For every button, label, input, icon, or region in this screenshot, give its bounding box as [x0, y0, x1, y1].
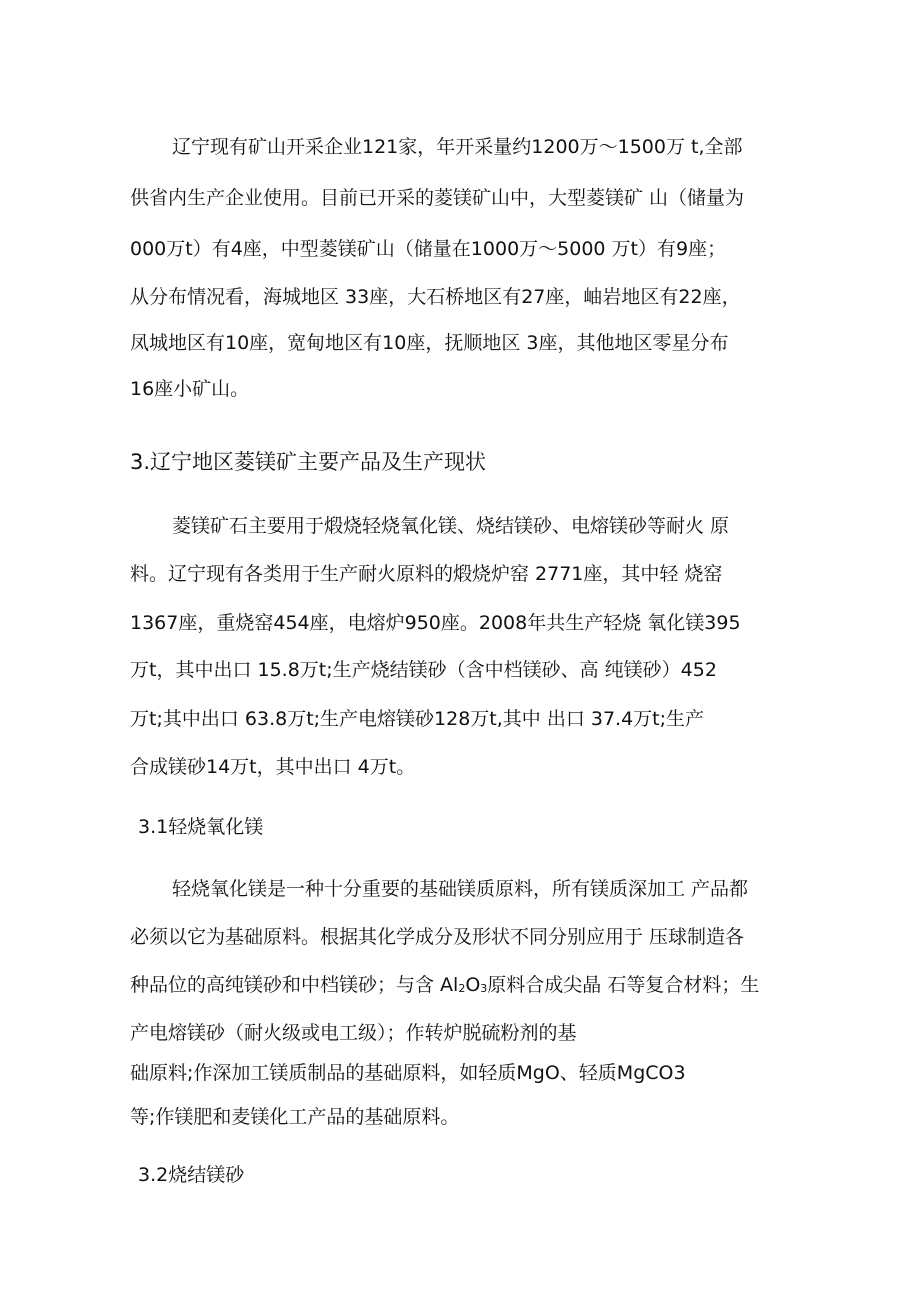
formula-prefix-text: 种品位的高纯镁砂和中档镁砂；与含 Al	[130, 974, 459, 996]
paragraph-line	[130, 972, 759, 1002]
paragraph-line: 产电熔镁砂（耐火级或电工级）；作转炉脱硫粉剂的基	[130, 1022, 577, 1044]
formula-subscript: 2	[458, 982, 466, 995]
section-heading-3-2: 3.2烧结镁砂	[138, 1164, 245, 1186]
paragraph-line: 合成镁砂14万t，其中出口 4万t。	[130, 756, 416, 778]
paragraph-line: 础原料;作深加工镁质制品的基础原料，如轻质MgO、轻质MgCO3	[130, 1062, 686, 1084]
section-heading-3: 3.辽宁地区菱镁矿主要产品及生产现状	[130, 450, 487, 474]
paragraph-line: 16座小矿山。	[130, 378, 250, 400]
formula-text: O	[465, 974, 481, 996]
paragraph-line: 等;作镁肥和麦镁化工产品的基础原料。	[130, 1106, 460, 1128]
paragraph-line: 料。辽宁现有各类用于生产耐火原料的煅烧炉窑 2771座，其中轻 烧窑	[130, 563, 723, 585]
formula-subscript: 3	[480, 982, 488, 995]
paragraph-line: 轻烧氧化镁是一种十分重要的基础镁质原料，所有镁质深加工 产品都	[172, 878, 749, 900]
paragraph-line: 凤城地区有10座，宽甸地区有10座，抚顺地区 3座，其他地区零星分布	[130, 332, 729, 354]
formula-suffix-text: 原料合成尖晶 石等复合材料；生	[487, 974, 760, 996]
paragraph-line: 万t，其中出口 15.8万t;生产烧结镁砂（含中档镁砂、高 纯镁砂）452	[130, 659, 717, 681]
paragraph-line: 从分布情况看，海城地区 33座，大石桥地区有27座，岫岩地区有22座，	[130, 286, 741, 308]
section-heading-3-1: 3.1轻烧氧化镁	[138, 816, 264, 838]
paragraph-line: 辽宁现有矿山开采企业121家，年开采量约1200万～1500万 t,全部	[172, 136, 743, 158]
paragraph-line: 000万t）有4座，中型菱镁矿山（储量在1000万～5000 万t）有9座；	[130, 238, 727, 260]
paragraph-line: 必须以它为基础原料。根据其化学成分及形状不同分别应用于 压球制造各	[130, 926, 745, 948]
paragraph-line: 菱镁矿石主要用于煅烧轻烧氧化镁、烧结镁砂、电熔镁砂等耐火 原	[172, 515, 730, 537]
paragraph-line: 1367座，重烧窑454座，电熔炉950座。2008年共生产轻烧 氧化镁395	[130, 612, 741, 634]
paragraph-line: 供省内生产企业使用。目前已开采的菱镁矿山中，大型菱镁矿 山（储量为	[130, 187, 745, 209]
paragraph-line: 万t;其中出口 63.8万t;生产电熔镁砂128万t,其中 出口 37.4万t;生产	[130, 708, 705, 730]
